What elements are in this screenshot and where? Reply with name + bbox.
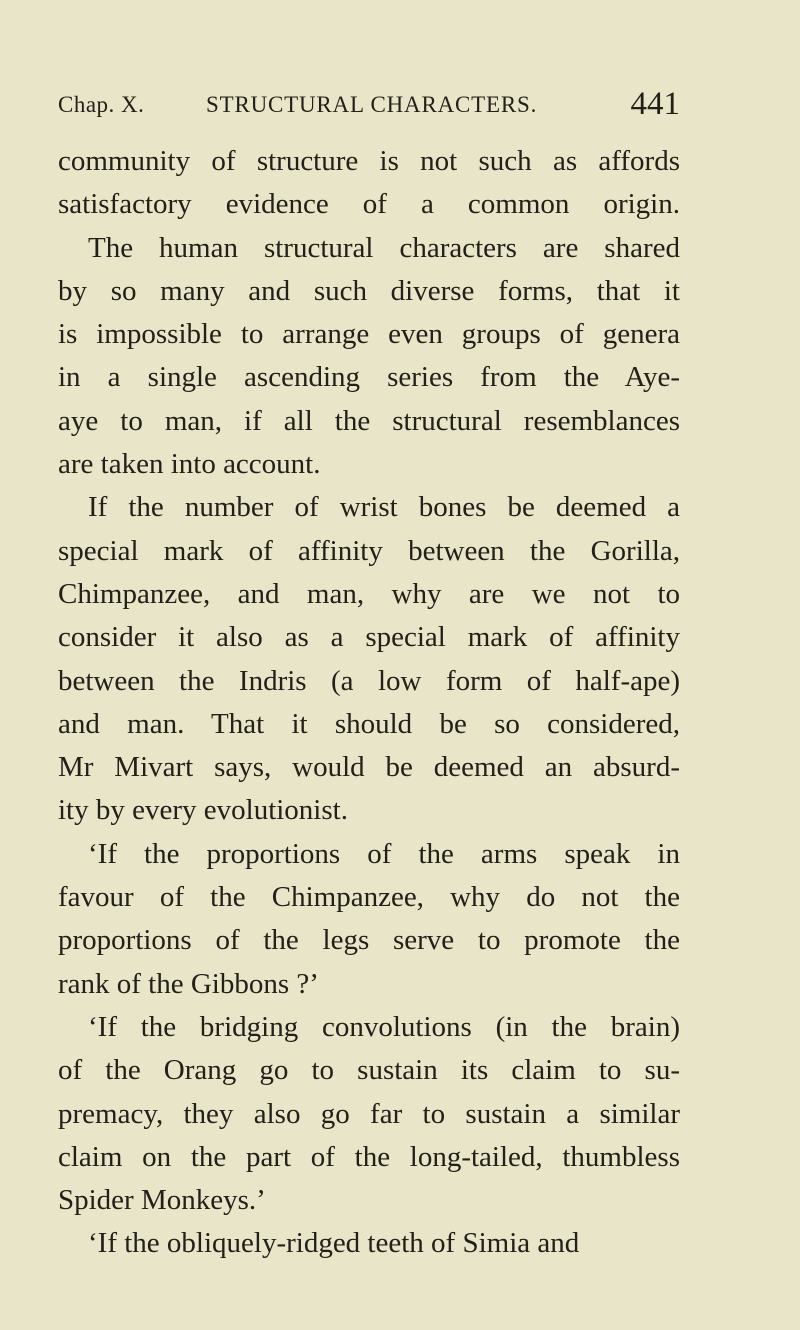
text-line: Spider Monkeys.’ (58, 1184, 266, 1217)
page-number: 441 (630, 86, 680, 122)
text-line: aye to man, if all the structural resemblances (58, 404, 680, 437)
text-line: and man. That it should be so considered, (58, 707, 680, 740)
text-line: Chimpanzee, and man, why are we not to (58, 577, 680, 610)
text-line: ‘If the obliquely-ridged teeth of Simia and (88, 1227, 580, 1260)
text-line: Mr Mivart says, would be deemed an absurd- (58, 751, 680, 784)
text-line: by so many and such diverse forms, that it (58, 274, 680, 307)
text-line: proportions of the legs serve to promote the (58, 924, 680, 957)
text-line: between the Indris (a low form of half-ape) (58, 664, 680, 697)
text-line: special mark of affinity between the Gorilla, (58, 534, 680, 567)
text-line: are taken into account. (58, 448, 321, 481)
chapter-label: Chap. X. (58, 92, 145, 117)
text-line: satisfactory evidence of a common origin. (58, 188, 680, 221)
text-line: consider it also as a special mark of affinity (58, 621, 680, 654)
running-head (58, 88, 680, 128)
chapter-title: STRUCTURAL CHARACTERS. (206, 92, 538, 117)
text-line: If the number of wrist bones be deemed a (88, 491, 680, 524)
text-line: The human structural characters are shared (88, 231, 680, 264)
text-line: community of structure is not such as affords (58, 145, 680, 177)
text-line: in a single ascending series from the Aye- (58, 361, 680, 394)
text-line: ‘If the bridging convolutions (in the brain) (88, 1010, 680, 1043)
body-text (58, 140, 680, 1266)
text-line: claim on the part of the long-tailed, thumbless (58, 1140, 680, 1173)
text-line: is impossible to arrange even groups of genera (58, 318, 680, 351)
text-line: ity by every evolutionist. (58, 794, 348, 827)
text-line: rank of the Gibbons ?’ (58, 967, 319, 1000)
text-line: ‘If the proportions of the arms speak in (88, 837, 680, 870)
text-line: of the Orang go to sustain its claim to su- (58, 1054, 680, 1087)
text-line: favour of the Chimpanzee, why do not the (58, 881, 680, 914)
text-line: premacy, they also go far to sustain a similar (58, 1097, 680, 1130)
